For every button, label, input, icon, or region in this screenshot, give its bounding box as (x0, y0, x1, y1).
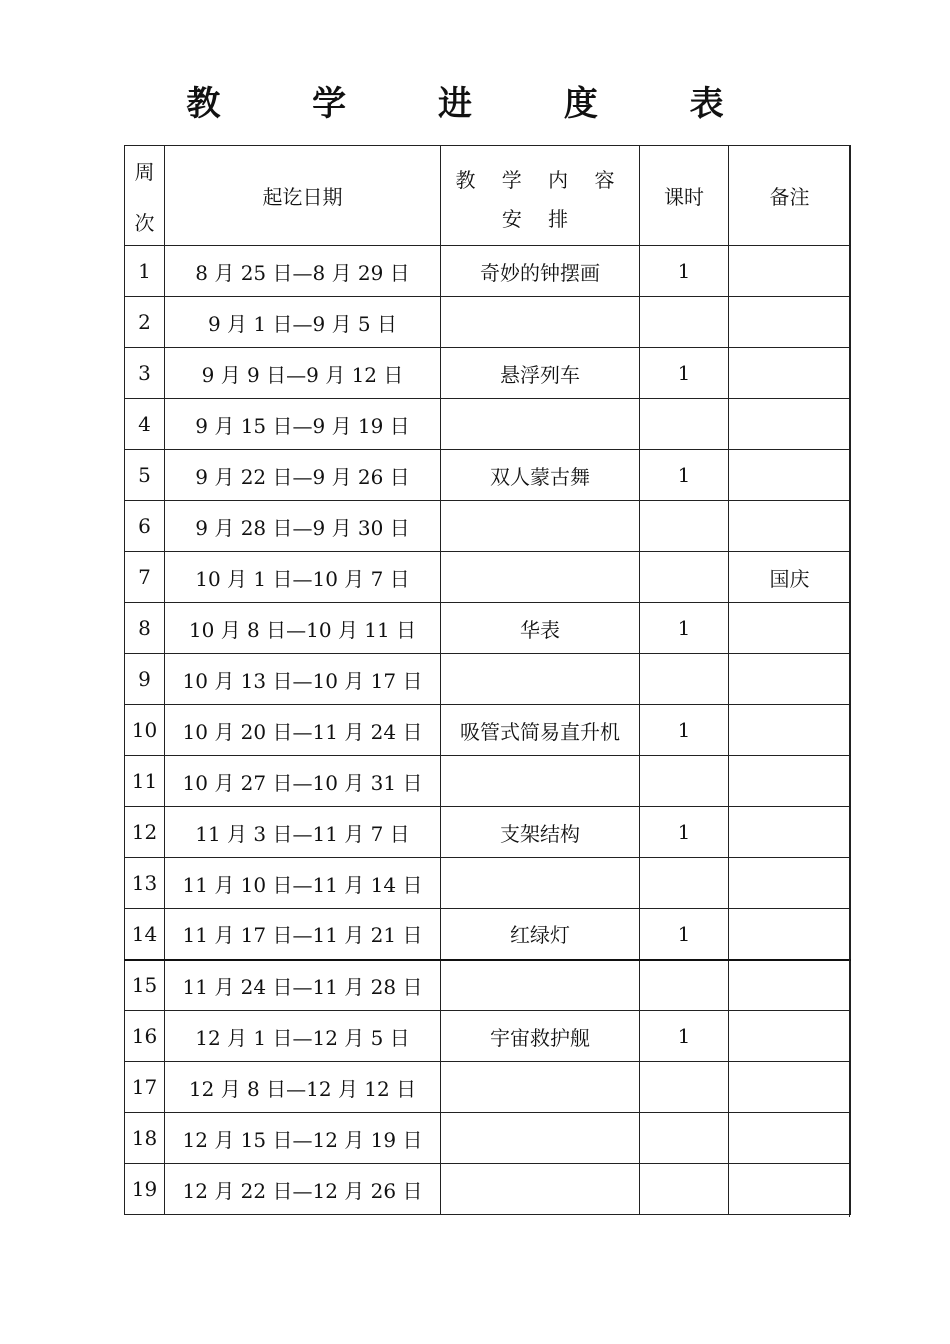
content-cell: 悬浮列车 (441, 348, 640, 399)
week-cell: 5 (125, 450, 165, 501)
week-cell: 10 (125, 705, 165, 756)
table-row (125, 960, 851, 1011)
note-cell (729, 246, 851, 297)
table-row (125, 246, 851, 297)
dates-cell: 12 月 1 日—12 月 5 日 (165, 1011, 441, 1062)
dates-cell: 10 月 1 日—10 月 7 日 (165, 552, 441, 603)
header-dates: 起讫日期 (165, 146, 441, 246)
content-cell (441, 1113, 640, 1164)
note-cell (729, 654, 851, 705)
note-cell (729, 1113, 851, 1164)
table-row (125, 909, 851, 960)
note-cell (729, 348, 851, 399)
content-cell: 华表 (441, 603, 640, 654)
table-row (125, 705, 851, 756)
week-cell: 14 (125, 909, 165, 960)
table-row (125, 348, 851, 399)
week-cell: 19 (125, 1164, 165, 1215)
hours-cell: 1 (640, 348, 729, 399)
table-row (125, 756, 851, 807)
week-cell: 7 (125, 552, 165, 603)
schedule-table (124, 145, 851, 1215)
dates-cell: 12 月 8 日—12 月 12 日 (165, 1062, 441, 1113)
header-notes: 备注 (729, 146, 851, 246)
hours-cell (640, 960, 729, 1011)
table-row (125, 450, 851, 501)
note-cell (729, 807, 851, 858)
dates-cell: 10 月 8 日—10 月 11 日 (165, 603, 441, 654)
note-cell (729, 756, 851, 807)
content-cell: 宇宙救护舰 (441, 1011, 640, 1062)
content-cell (441, 756, 640, 807)
hours-cell (640, 1164, 729, 1215)
header-content-top: 教 学 内 容 (455, 167, 625, 192)
week-cell: 17 (125, 1062, 165, 1113)
week-cell: 4 (125, 399, 165, 450)
week-cell: 8 (125, 603, 165, 654)
dates-cell: 11 月 3 日—11 月 7 日 (165, 807, 441, 858)
note-cell (729, 1164, 851, 1215)
dates-cell: 9 月 15 日—9 月 19 日 (165, 399, 441, 450)
week-cell: 6 (125, 501, 165, 552)
week-cell: 12 (125, 807, 165, 858)
dates-cell: 9 月 1 日—9 月 5 日 (165, 297, 441, 348)
hours-cell: 1 (640, 246, 729, 297)
note-cell (729, 1062, 851, 1113)
table-row (125, 807, 851, 858)
hours-cell: 1 (640, 603, 729, 654)
content-cell: 红绿灯 (441, 909, 640, 960)
hours-cell: 1 (640, 1011, 729, 1062)
content-cell (441, 501, 640, 552)
week-cell: 9 (125, 654, 165, 705)
header-week-top: 周 (134, 159, 155, 184)
header-content (441, 146, 640, 246)
content-cell (441, 1164, 640, 1215)
hours-cell (640, 1062, 729, 1113)
hours-cell (640, 297, 729, 348)
dates-cell: 9 月 28 日—9 月 30 日 (165, 501, 441, 552)
note-cell (729, 399, 851, 450)
week-cell: 15 (125, 960, 165, 1011)
note-cell (729, 450, 851, 501)
content-cell (441, 297, 640, 348)
content-cell: 吸管式简易直升机 (441, 705, 640, 756)
table-row (125, 654, 851, 705)
content-cell (441, 654, 640, 705)
note-cell (729, 1011, 851, 1062)
week-cell: 11 (125, 756, 165, 807)
table-header-row (125, 146, 851, 246)
hours-cell (640, 1113, 729, 1164)
table-row (125, 552, 851, 603)
dates-cell: 9 月 9 日—9 月 12 日 (165, 348, 441, 399)
week-cell: 1 (125, 246, 165, 297)
dates-cell: 8 月 25 日—8 月 29 日 (165, 246, 441, 297)
week-cell: 2 (125, 297, 165, 348)
table-row (125, 1113, 851, 1164)
content-cell (441, 858, 640, 909)
dates-cell: 12 月 22 日—12 月 26 日 (165, 1164, 441, 1215)
table-row (125, 603, 851, 654)
hours-cell: 1 (640, 705, 729, 756)
table-row (125, 1062, 851, 1113)
note-cell (729, 603, 851, 654)
page-title: 教 学 进 度 表 (186, 84, 764, 124)
dates-cell: 12 月 15 日—12 月 19 日 (165, 1113, 441, 1164)
hours-cell: 1 (640, 909, 729, 960)
hours-cell (640, 756, 729, 807)
dates-cell: 10 月 27 日—10 月 31 日 (165, 756, 441, 807)
hours-cell (640, 501, 729, 552)
hours-cell: 1 (640, 450, 729, 501)
dates-cell: 11 月 24 日—11 月 28 日 (165, 960, 441, 1011)
hours-cell (640, 552, 729, 603)
week-cell: 3 (125, 348, 165, 399)
note-cell: 国庆 (729, 552, 851, 603)
content-cell (441, 552, 640, 603)
week-cell: 18 (125, 1113, 165, 1164)
content-cell (441, 960, 640, 1011)
note-cell (729, 909, 851, 960)
table-row (125, 1011, 851, 1062)
hours-cell: 1 (640, 807, 729, 858)
dates-cell: 9 月 22 日—9 月 26 日 (165, 450, 441, 501)
hours-cell (640, 654, 729, 705)
table-row (125, 1164, 851, 1215)
content-cell: 双人蒙古舞 (441, 450, 640, 501)
dates-cell: 10 月 20 日—11 月 24 日 (165, 705, 441, 756)
header-week-bottom: 次 (134, 210, 155, 235)
week-cell: 13 (125, 858, 165, 909)
table-row (125, 858, 851, 909)
note-cell (729, 297, 851, 348)
table-right-border (849, 145, 850, 1217)
hours-cell (640, 399, 729, 450)
table-row (125, 501, 851, 552)
note-cell (729, 705, 851, 756)
header-week (125, 146, 165, 246)
note-cell (729, 501, 851, 552)
content-cell (441, 1062, 640, 1113)
content-cell (441, 399, 640, 450)
content-cell: 支架结构 (441, 807, 640, 858)
note-cell (729, 960, 851, 1011)
week-cell: 16 (125, 1011, 165, 1062)
header-hours: 课时 (640, 146, 729, 246)
hours-cell (640, 858, 729, 909)
content-cell: 奇妙的钟摆画 (441, 246, 640, 297)
note-cell (729, 858, 851, 909)
table-row (125, 399, 851, 450)
dates-cell: 11 月 10 日—11 月 14 日 (165, 858, 441, 909)
dates-cell: 11 月 17 日—11 月 21 日 (165, 909, 441, 960)
table-row (125, 297, 851, 348)
dates-cell: 10 月 13 日—10 月 17 日 (165, 654, 441, 705)
header-content-bottom: 安 排 (501, 206, 579, 231)
